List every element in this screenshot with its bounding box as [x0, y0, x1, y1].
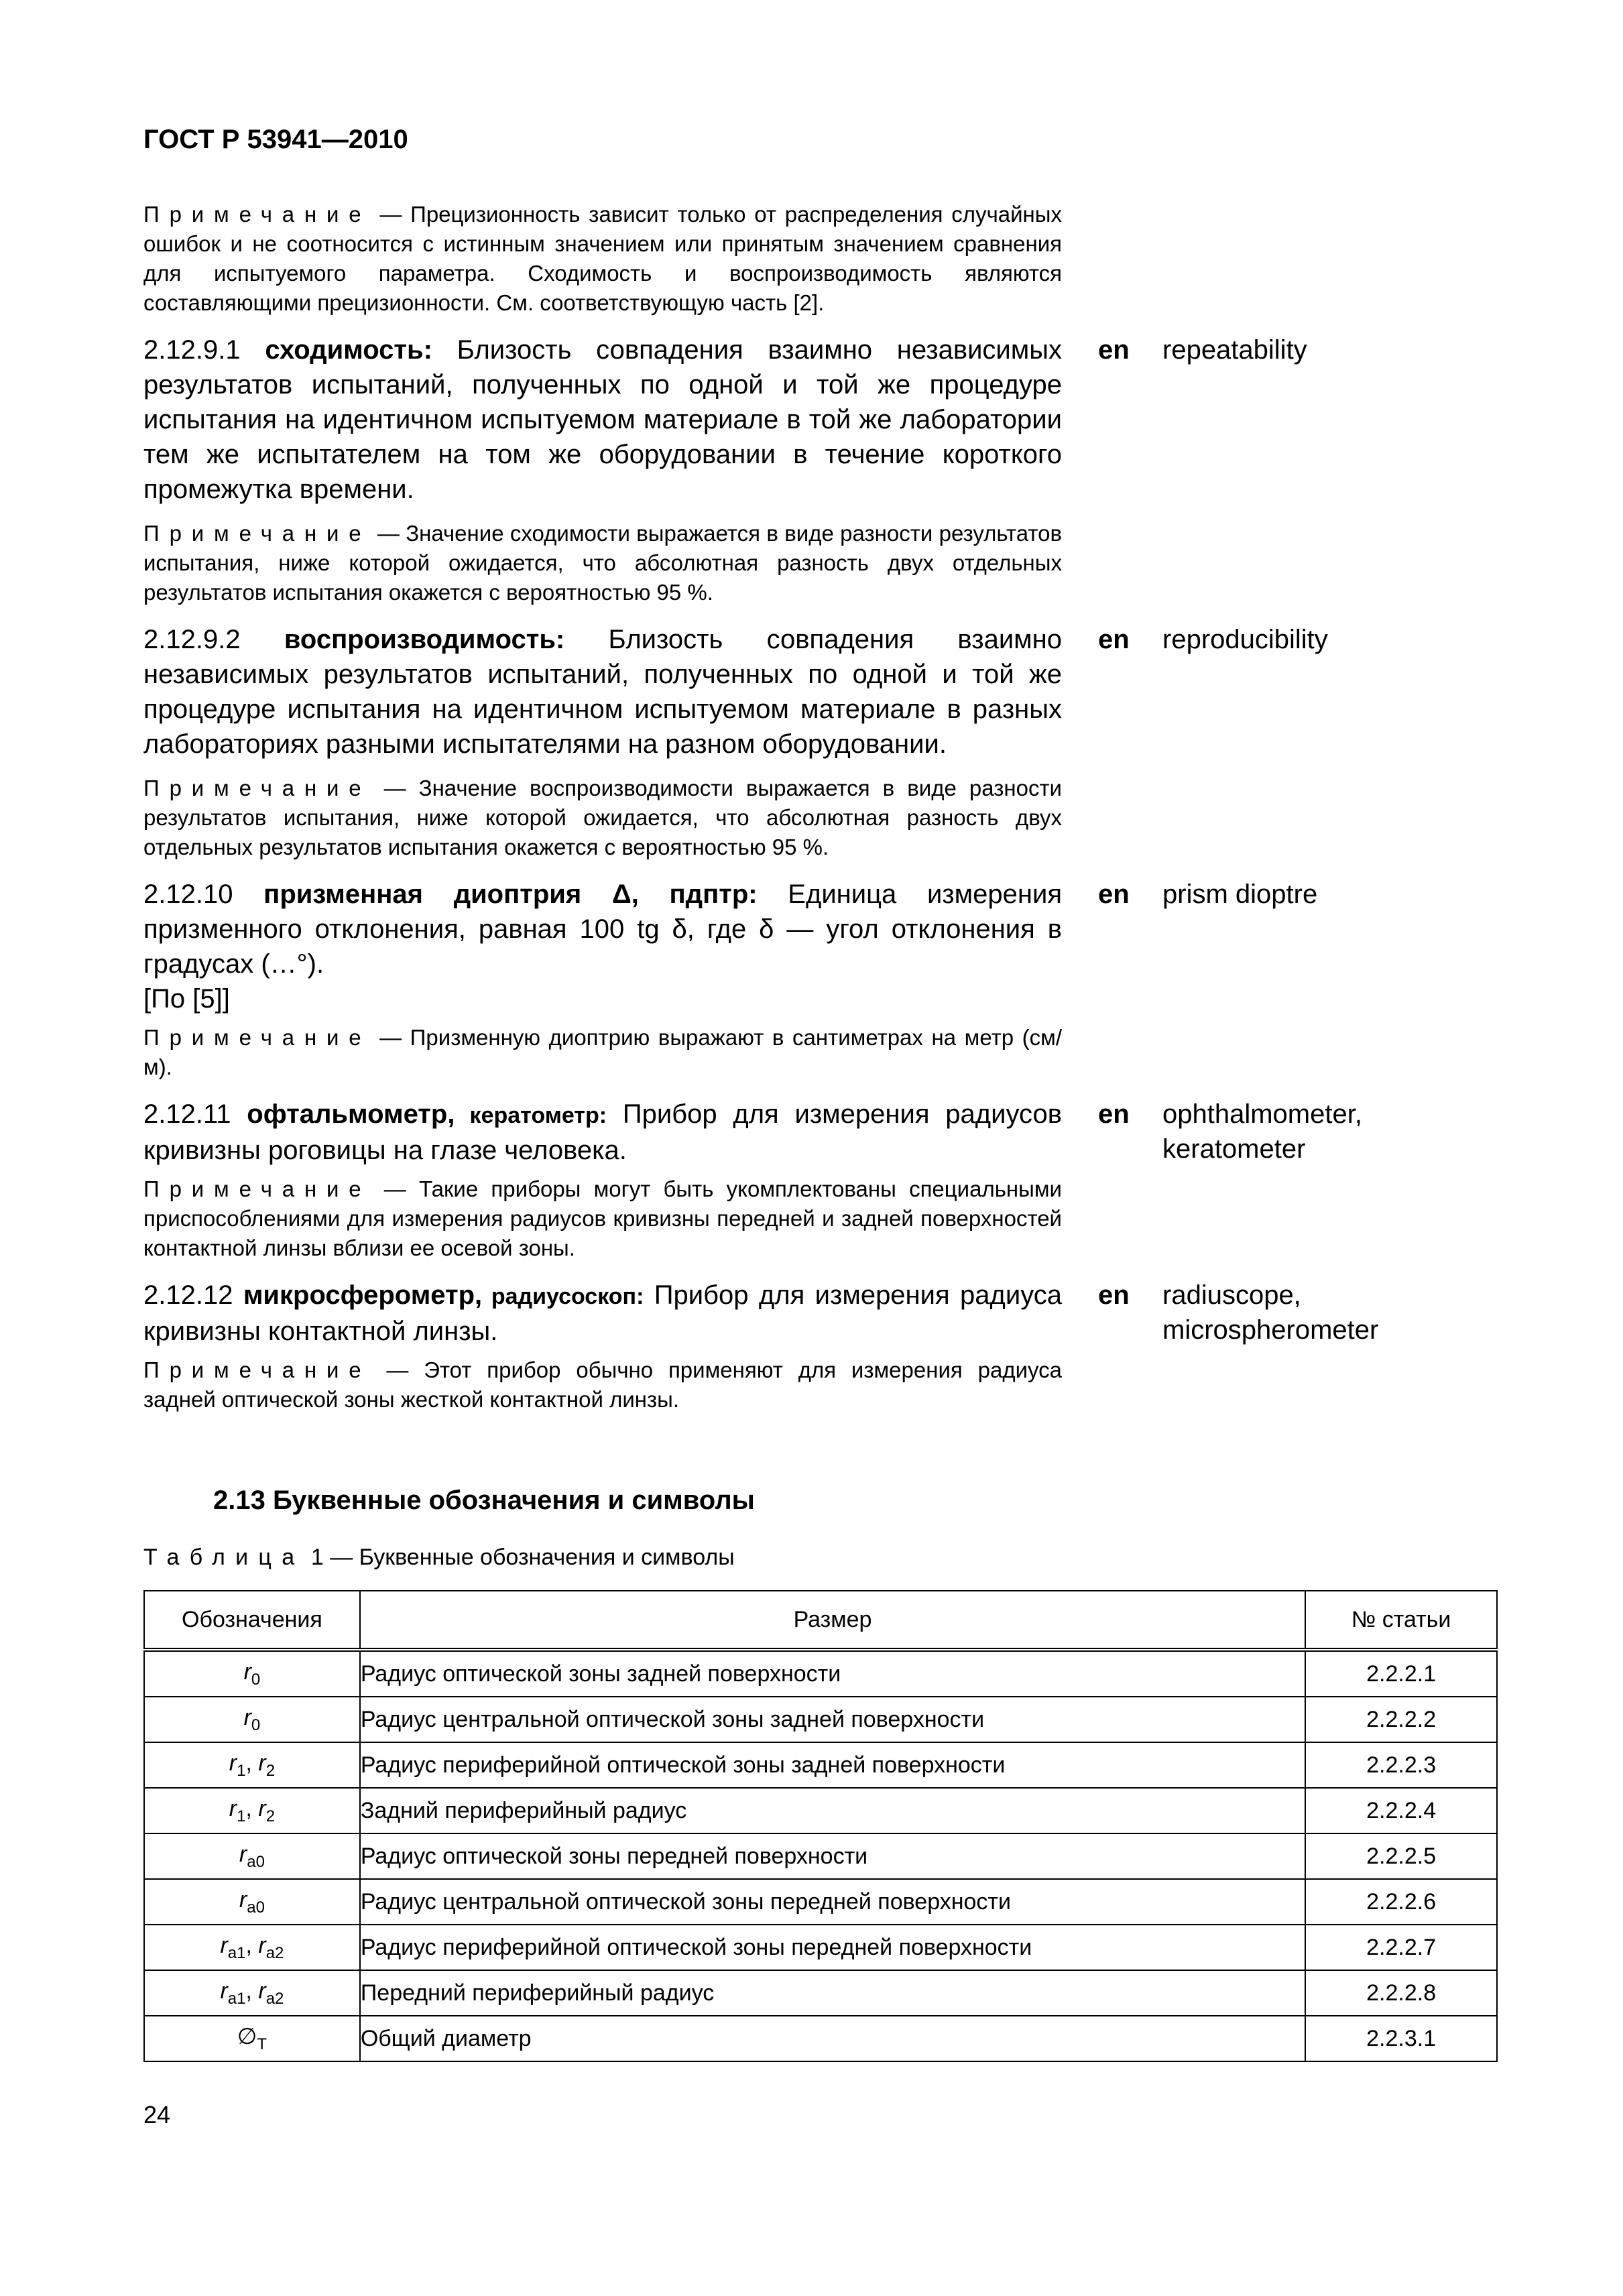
- symbol: r: [220, 1978, 228, 2004]
- note-text: — Этот прибор обычно применяют для измерения радиуса задней оптической зоны жесткой контактной линзы.: [143, 1357, 1062, 1412]
- cell-description: Радиус периферийной оптической зоны задней поверхности: [360, 1742, 1305, 1788]
- term-definition: Единица измерения призменного отклонения, равная 100 tg δ, где δ — угол отклонения в градусах (…°).: [143, 880, 1062, 979]
- term-number: 2.12.11: [143, 1099, 247, 1129]
- note-label: Примечание: [143, 776, 371, 800]
- cell-description: Радиус оптической зоны передней поверхности: [360, 1833, 1305, 1879]
- lang-code: en: [1098, 1280, 1130, 1310]
- term-number: 2.12.9.2: [143, 625, 284, 654]
- en-term-2: keratometer: [1162, 1134, 1306, 1164]
- note-text: — Прецизионность зависит только от распределения случайных ошибок и не соотносится с истинным значением или принятым значением сравнения для испытуемого параметра. Сходимость и воспроизводимость являются составляющими прецизионности. См. соответствующую часть [2].: [143, 202, 1062, 315]
- cell-symbol: [144, 1833, 360, 1879]
- table-row: [144, 2016, 1497, 2061]
- en-equivalent-reproducibility: [1098, 622, 1581, 657]
- term-note: [143, 519, 1062, 607]
- lang-code: en: [1098, 625, 1130, 654]
- note-label: Примечание: [143, 202, 371, 227]
- lang-code: en: [1098, 1099, 1130, 1129]
- symbol-separator: ,: [245, 1978, 259, 2004]
- en-term: reproducibility: [1162, 625, 1328, 654]
- term-ophthalmometer: [143, 1097, 1062, 1168]
- table-caption-text: 1 — Буквенные обозначения и символы: [304, 1545, 735, 1570]
- table-row: [144, 1742, 1497, 1788]
- cell-article: 2.2.3.1: [1305, 2016, 1497, 2061]
- symbol: r: [229, 1795, 237, 1821]
- en-equivalent-prism-dioptre: [1098, 877, 1581, 912]
- note-text: — Такие приборы могут быть укомплектованы специальными приспособлениями для измерения радиусов кривизны передней и задней поверхностей контактной линзы вблизи ее осевой зоны.: [143, 1176, 1062, 1260]
- symbol-separator: ,: [245, 1750, 259, 1776]
- en-term: repeatability: [1162, 335, 1307, 365]
- symbol: r: [243, 1704, 251, 1730]
- term-alt-name: кератометр:: [455, 1103, 607, 1128]
- table-row: [144, 1879, 1497, 1925]
- term-number: 2.12.12: [143, 1280, 243, 1310]
- term-number: 2.12.9.1: [143, 335, 265, 365]
- term-note: [143, 774, 1062, 862]
- term-repeatability: [143, 333, 1062, 507]
- en-term-group: [1162, 1097, 1565, 1166]
- symbol-2: r: [258, 1795, 266, 1821]
- term-source: [По [5]]: [143, 984, 230, 1014]
- lang-code: en: [1098, 335, 1130, 365]
- term-note: [143, 1174, 1062, 1263]
- header-article-number: № статьи: [1305, 1591, 1497, 1650]
- symbol: r: [239, 1886, 247, 1913]
- symbol-subscript: a0: [247, 1852, 265, 1871]
- note-label: Примечание: [143, 1357, 371, 1382]
- cell-description: Радиус центральной оптической зоны задней поверхности: [360, 1697, 1305, 1742]
- section-title: 2.13 Буквенные обозначения и символы: [213, 1486, 755, 1515]
- symbol-subscript: 0: [251, 1670, 261, 1689]
- cell-article: 2.2.2.8: [1305, 1970, 1497, 2016]
- cell-article: 2.2.2.6: [1305, 1879, 1497, 1925]
- term-radiuscope: [143, 1278, 1062, 1349]
- en-equivalent-ophthalmometer: [1098, 1097, 1581, 1166]
- en-term-group: [1162, 1278, 1565, 1347]
- cell-symbol: [144, 1970, 360, 2016]
- symbol-2: r: [258, 1932, 266, 1958]
- cell-symbol: [144, 2016, 360, 2061]
- cell-article: 2.2.2.4: [1305, 1788, 1497, 1833]
- symbol-subscript: a1: [227, 1989, 246, 2008]
- table-caption-label: Таблица: [143, 1545, 305, 1570]
- symbol: r: [239, 1841, 247, 1867]
- note-text: — Значение воспроизводимости выражается в виде разности результатов испытания, ниже которой ожидается, что абсолютная разность двух отдельных результатов испытания окажется с вероятностью 95 %.: [143, 776, 1062, 859]
- header-dimension: Размер: [360, 1591, 1305, 1650]
- term-name: микросферометр,: [243, 1280, 483, 1310]
- symbol-2: r: [258, 1978, 266, 2004]
- note-label: Примечание: [143, 1025, 371, 1050]
- note-precision: [143, 200, 1062, 318]
- term-name: призменная диоптрия Δ, пдптр:: [263, 880, 758, 909]
- en-equivalent-repeatability: [1098, 333, 1581, 367]
- cell-description: Радиус оптической зоны задней поверхности: [360, 1650, 1305, 1697]
- symbol-subscript: 0: [251, 1715, 261, 1734]
- symbol-subscript: 1: [237, 1761, 246, 1780]
- term-prism-dioptre: [143, 877, 1062, 981]
- symbol: r: [243, 1658, 251, 1685]
- en-equivalent-radiuscope: [1098, 1278, 1581, 1347]
- symbol: ∅: [237, 2024, 257, 2049]
- cell-symbol: [144, 1925, 360, 1970]
- cell-symbol: [144, 1879, 360, 1925]
- table-row: [144, 1925, 1497, 1970]
- term-name: офтальмометр,: [247, 1099, 455, 1129]
- term-note: [143, 1355, 1062, 1414]
- symbol-2-subscript: 2: [265, 1761, 276, 1780]
- note-text: — Призменную диоптрию выражают в сантиметрах на метр (см/м).: [143, 1025, 1062, 1079]
- note-text: — Значение сходимости выражается в виде разности результатов испытания, ниже которой ожидается, что абсолютная разность двух отдельных результатов испытания окажется с вероятностью 95 %.: [143, 521, 1062, 605]
- term-definition: Прибор для измерения радиусов кривизны роговицы на глазе человека.: [143, 1099, 1062, 1165]
- symbol-2-subscript: a2: [265, 1989, 284, 2008]
- en-term-2: microspherometer: [1162, 1315, 1379, 1345]
- en-term: radiuscope,: [1162, 1280, 1301, 1310]
- symbol-subscript: a1: [227, 1943, 246, 1962]
- term-alt-name: радиусоскоп:: [482, 1284, 644, 1309]
- term-reproducibility: [143, 622, 1062, 762]
- symbol-2-subscript: a2: [265, 1943, 284, 1962]
- cell-article: 2.2.2.2: [1305, 1697, 1497, 1742]
- term-note: [143, 1023, 1062, 1082]
- note-label: Примечание: [143, 1176, 371, 1201]
- symbol-2: r: [258, 1750, 266, 1776]
- cell-article: 2.2.2.1: [1305, 1650, 1497, 1697]
- table-row: [144, 1833, 1497, 1879]
- symbol-separator: ,: [245, 1795, 259, 1821]
- en-term: prism dioptre: [1162, 880, 1318, 909]
- cell-symbol: [144, 1742, 360, 1788]
- cell-description: Задний периферийный радиус: [360, 1788, 1305, 1833]
- table-row: [144, 1970, 1497, 2016]
- term-definition: Близость совпадения взаимно независимых результатов испытаний, полученных по одной и той же процедуре испытания на идентичном испытуемом материале в разных лабораториях разными испытателями на разном оборудовании.: [143, 625, 1062, 759]
- en-term: ophthalmometer,: [1162, 1099, 1362, 1129]
- symbol-separator: ,: [245, 1932, 259, 1958]
- lang-code: en: [1098, 880, 1130, 909]
- main-text-column: [143, 200, 1062, 1429]
- cell-article: 2.2.2.5: [1305, 1833, 1497, 1879]
- term-name: сходимость:: [265, 335, 432, 365]
- symbol: r: [229, 1750, 237, 1776]
- cell-article: 2.2.2.7: [1305, 1925, 1497, 1970]
- cell-description: Радиус центральной оптической зоны передней поверхности: [360, 1879, 1305, 1925]
- term-definition: Близость совпадения взаимно независимых результатов испытаний, полученных по одной и той же процедуре испытания на идентичном испытуемом материале в той же лаборатории тем же испытателем на том же оборудовании в течение короткого промежутка времени.: [143, 335, 1063, 504]
- cell-description: Радиус периферийной оптической зоны передней поверхности: [360, 1925, 1305, 1970]
- page-number: 24: [143, 2101, 171, 2128]
- term-definition: Прибор для измерения радиуса кривизны контактной линзы.: [143, 1280, 1062, 1346]
- symbol-2-subscript: 2: [265, 1807, 276, 1825]
- cell-description: Передний периферийный радиус: [360, 1970, 1305, 2016]
- cell-article: 2.2.2.3: [1305, 1742, 1497, 1788]
- symbols-table: [143, 1590, 1498, 2062]
- table-row: [144, 1788, 1497, 1833]
- document-header: ГОСТ Р 53941—2010: [143, 125, 408, 154]
- cell-symbol: [144, 1788, 360, 1833]
- cell-symbol: [144, 1697, 360, 1742]
- table-row: [144, 1650, 1497, 1697]
- cell-symbol: [144, 1650, 360, 1697]
- symbol-subscript: 1: [237, 1807, 246, 1825]
- header-symbol: Обозначения: [144, 1591, 360, 1650]
- table-header-row: [144, 1591, 1497, 1650]
- term-number: 2.12.10: [143, 880, 264, 909]
- term-name: воспроизводимость:: [284, 625, 565, 654]
- symbol-subscript: T: [257, 2035, 267, 2053]
- symbol-subscript: a0: [247, 1898, 265, 1917]
- symbol: r: [220, 1932, 228, 1958]
- note-label: Примечание: [143, 521, 371, 546]
- table-caption: [143, 1545, 735, 1571]
- table-row: [144, 1697, 1497, 1742]
- cell-description: Общий диаметр: [360, 2016, 1305, 2061]
